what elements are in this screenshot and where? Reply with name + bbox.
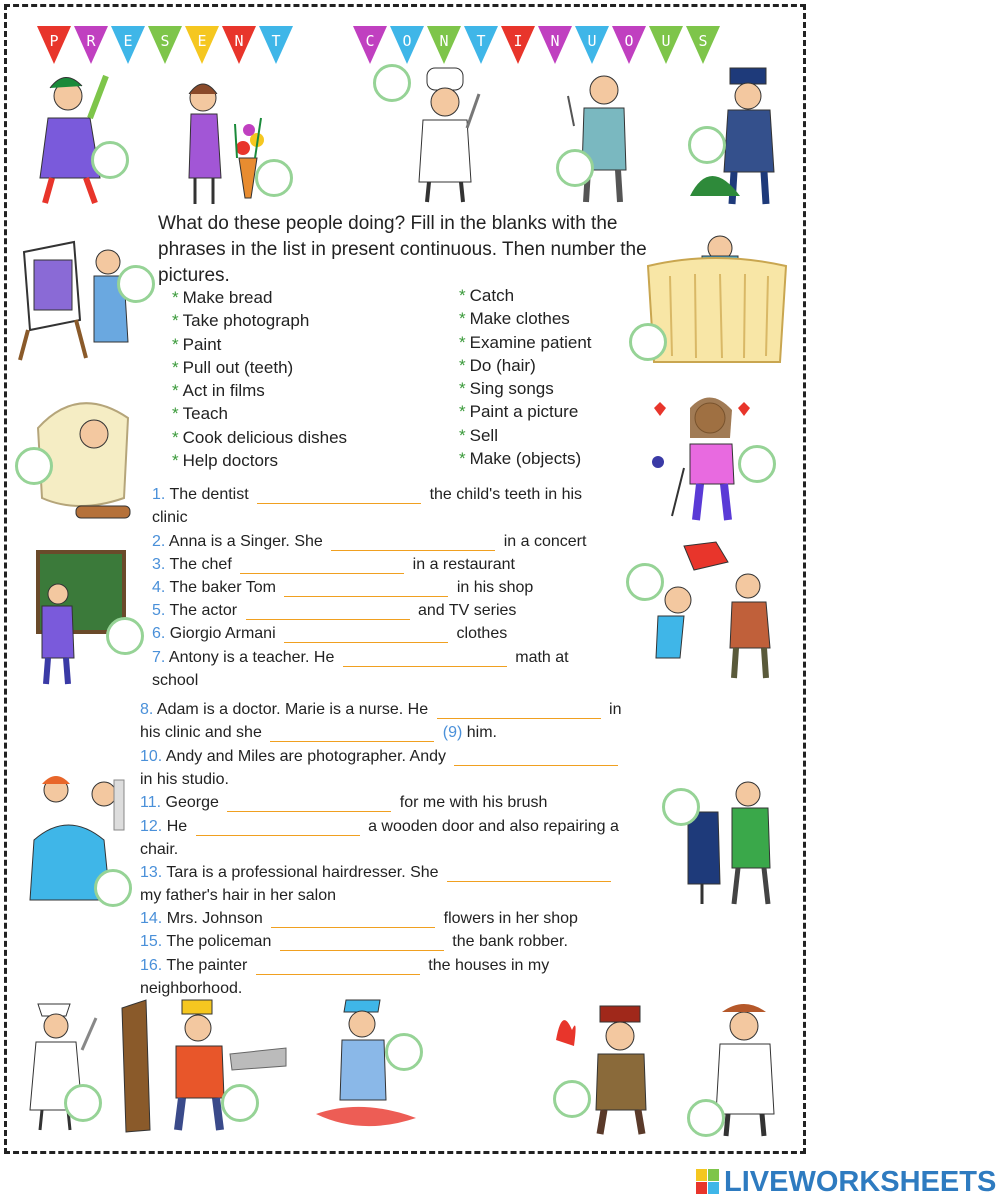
question-text: in (609, 701, 622, 718)
question-2 (152, 530, 586, 553)
question-11 (140, 791, 547, 814)
chef-illustration (405, 64, 490, 204)
question-text: Adam is a doctor. Marie is a nurse. He (156, 701, 429, 718)
title-flag (352, 26, 388, 66)
question-text: He (166, 818, 188, 835)
phrase-text: Examine patient (469, 332, 592, 352)
title-flag (537, 26, 573, 66)
question-14 (140, 907, 578, 930)
question-text: my father's hair in her salon (140, 887, 337, 904)
title-flag (147, 26, 183, 66)
phrase-text: Do (hair) (469, 355, 536, 375)
liveworksheets-logo[interactable] (696, 1164, 996, 1200)
answer-blank-11[interactable] (227, 795, 391, 812)
title-flag (258, 26, 294, 66)
answer-blank-12[interactable] (196, 819, 360, 836)
title-flag (73, 26, 109, 66)
title-bunting-continuous (352, 26, 722, 68)
phrase-text: Sell (469, 425, 498, 445)
phrase-list-right (459, 284, 592, 470)
answer-blank-15[interactable] (280, 934, 444, 951)
phrase-item (459, 400, 592, 423)
question-15 (140, 930, 568, 953)
title-letter: I (513, 32, 523, 50)
title-flag (426, 26, 462, 66)
title-flag (184, 26, 220, 66)
question-number: 8. (140, 701, 154, 718)
question-text: Andy and Miles are photographer. Andy (165, 748, 446, 765)
phrase-text: Paint a picture (469, 402, 579, 422)
bullet-star-icon: * (172, 381, 179, 401)
title-letter: T (271, 32, 281, 50)
phrase-text: Catch (469, 286, 515, 305)
title-letter: N (439, 32, 449, 50)
phrase-item (459, 377, 592, 400)
answer-blank-8[interactable] (437, 702, 601, 719)
bullet-star-icon: * (172, 427, 179, 447)
question-number: 6. (152, 625, 166, 642)
logo-mark-icon (696, 1169, 720, 1195)
answer-blank-13[interactable] (447, 865, 611, 882)
title-letter: O (402, 32, 412, 50)
phrase-list-left (172, 286, 347, 472)
answer-circle-doctor[interactable] (687, 1099, 725, 1137)
phrase-item (459, 354, 592, 377)
painter-artist-illustration (14, 232, 134, 364)
phrase-item (172, 402, 347, 425)
phrase-item (172, 309, 347, 332)
phrase-item (172, 286, 347, 309)
phrase-item (459, 284, 592, 307)
question-text: and TV series (418, 602, 517, 619)
bullet-star-icon: * (459, 332, 466, 352)
answer-blank-9[interactable] (270, 725, 434, 742)
question-8-9 (140, 698, 622, 744)
question-6 (152, 622, 507, 645)
phrase-text: Sing songs (469, 379, 554, 399)
question-text: Antony is a teacher. He (168, 649, 335, 666)
title-flag (110, 26, 146, 66)
actress-illustration (20, 68, 110, 208)
phrase-item (172, 426, 347, 449)
tailor-illustration (684, 772, 784, 912)
question-16 (140, 954, 549, 1000)
answer-circle-chef[interactable] (373, 64, 411, 102)
question-text: The chef (169, 556, 232, 573)
question-text: Anna is a Singer. She (168, 533, 323, 550)
title-letter: T (476, 32, 486, 50)
title-letter: P (49, 32, 59, 50)
title-flag (221, 26, 257, 66)
question-number: 14. (140, 910, 163, 927)
phrase-text: Act in films (182, 381, 265, 401)
phrase-text: Cook delicious dishes (182, 427, 348, 447)
phrase-item (459, 424, 592, 447)
question-12 (140, 815, 619, 861)
title-flag (611, 26, 647, 66)
question-number: 5. (152, 602, 166, 619)
question-number: 2. (152, 533, 166, 550)
question-text: neighborhood. (140, 980, 243, 997)
question-number: 15. (140, 933, 163, 950)
phrase-item (459, 307, 592, 330)
phrase-text: Make bread (182, 288, 273, 307)
question-text: his clinic and she (140, 724, 262, 741)
title-flag (36, 26, 72, 66)
bullet-star-icon: * (172, 311, 179, 331)
title-letter: C (365, 32, 375, 50)
title-letter: E (123, 32, 133, 50)
question-text: The policeman (166, 933, 272, 950)
title-letter: N (234, 32, 244, 50)
answer-circle-actress[interactable] (91, 141, 129, 179)
answer-circle-teacher[interactable] (106, 617, 144, 655)
bullet-star-icon: * (459, 309, 466, 329)
title-flag (500, 26, 536, 66)
answer-blank-4[interactable] (284, 580, 448, 597)
question-text: in a concert (503, 533, 587, 550)
question-13 (140, 861, 615, 907)
answer-blank-10[interactable] (454, 749, 618, 766)
answer-circle-baker[interactable] (15, 447, 53, 485)
question-text: the child's teeth in his (429, 486, 583, 503)
bullet-star-icon: * (172, 451, 179, 471)
question-text: Tara is a professional hairdresser. She (166, 864, 439, 881)
question-number: 4. (152, 579, 166, 596)
question-number: (9) (442, 724, 463, 741)
question-5 (152, 599, 516, 622)
question-number: 16. (140, 957, 163, 974)
answer-blank-5[interactable] (246, 603, 410, 620)
question-text: the houses in my (428, 957, 550, 974)
magician-illustration (548, 1000, 678, 1140)
question-number: 12. (140, 818, 163, 835)
answer-circle-doctor-examining[interactable] (626, 563, 664, 601)
question-number: 13. (140, 864, 163, 881)
answer-circle-house-painter[interactable] (385, 1033, 423, 1071)
title-flag (685, 26, 721, 66)
title-flag (648, 26, 684, 66)
question-text: Mrs. Johnson (166, 910, 263, 927)
answer-blank-7[interactable] (343, 650, 507, 667)
answer-circle-hairdresser[interactable] (94, 869, 132, 907)
question-10 (140, 745, 622, 791)
question-text: a wooden door and also repairing a (368, 818, 619, 835)
phrase-text: Paint (182, 334, 222, 354)
answer-circle-carpenter[interactable] (221, 1084, 259, 1122)
question-text: math at (515, 649, 569, 666)
bullet-star-icon: * (172, 404, 179, 424)
title-flag (389, 26, 425, 66)
teacher-illustration (36, 548, 128, 688)
question-number: 11. (140, 794, 162, 811)
question-text: The baker Tom (169, 579, 276, 596)
bullet-star-icon: * (459, 286, 466, 305)
phrase-text: Pull out (teeth) (182, 357, 294, 377)
question-4 (152, 576, 533, 599)
answer-circle-tailor[interactable] (662, 788, 700, 826)
doctor-examining-illustration (636, 540, 786, 682)
phrase-item (172, 449, 347, 472)
logo-text: LIVEWORKSHEETS (724, 1165, 997, 1198)
bullet-star-icon: * (459, 402, 466, 422)
answer-circle-nurse[interactable] (64, 1084, 102, 1122)
phrase-item (172, 379, 347, 402)
answer-circle-singer[interactable] (738, 445, 776, 483)
phrase-item (172, 356, 347, 379)
question-text: in his studio. (140, 771, 229, 788)
title-flag (463, 26, 499, 66)
phrase-item (459, 447, 592, 470)
question-text: chair. (140, 841, 179, 858)
answer-circle-florist[interactable] (255, 159, 293, 197)
question-text: school (152, 672, 199, 689)
bullet-star-icon: * (172, 288, 179, 307)
instructions-text: What do these people doing? Fill in the blanks with the phrases in the list in present continuous. Then number the pictures. (158, 213, 647, 286)
bullet-star-icon: * (459, 355, 466, 375)
question-text: The dentist (169, 486, 249, 503)
question-number: 3. (152, 556, 166, 573)
question-text: in a restaurant (412, 556, 515, 573)
question-text: George (165, 794, 219, 811)
bullet-star-icon: * (459, 425, 466, 445)
carpenter-illustration (120, 996, 290, 1136)
question-text: The actor (169, 602, 238, 619)
answer-circle-magician[interactable] (553, 1080, 591, 1118)
question-text: Giorgio Armani (169, 625, 276, 642)
question-text: flowers in her shop (443, 910, 578, 927)
answer-circle-policeman[interactable] (688, 126, 726, 164)
title-flag (574, 26, 610, 66)
bullet-star-icon: * (172, 357, 179, 377)
answer-blank-1[interactable] (257, 487, 421, 504)
question-text: for me with his brush (399, 794, 548, 811)
title-letter: O (624, 32, 634, 50)
title-letter: S (698, 32, 708, 50)
question-1 (152, 483, 582, 529)
question-7 (152, 646, 569, 692)
title-letter: R (86, 32, 96, 50)
bullet-star-icon: * (459, 379, 466, 399)
answer-blank-14[interactable] (271, 911, 435, 928)
title-letter: U (587, 32, 597, 50)
title-letter: U (661, 32, 671, 50)
question-text: clothes (456, 625, 508, 642)
phrase-text: Make (objects) (469, 449, 582, 469)
title-letter: E (197, 32, 207, 50)
phrase-text: Take photograph (182, 311, 310, 331)
title-letter: S (160, 32, 170, 50)
answer-blank-6[interactable] (284, 626, 448, 643)
question-number: 1. (152, 486, 166, 503)
answer-blank-3[interactable] (240, 557, 404, 574)
phrase-text: Teach (182, 404, 228, 424)
title-bunting-present (36, 26, 295, 68)
bullet-star-icon: * (459, 449, 466, 469)
question-text: The painter (166, 957, 248, 974)
phrase-text: Help doctors (182, 451, 279, 471)
answer-circle-farmer[interactable] (629, 323, 667, 361)
phrase-item (172, 333, 347, 356)
question-text: him. (466, 724, 497, 741)
question-text: the bank robber. (452, 933, 568, 950)
question-text: in his shop (456, 579, 534, 596)
answer-circle-dentist[interactable] (556, 149, 594, 187)
question-number: 7. (152, 649, 166, 666)
bullet-star-icon: * (172, 334, 179, 354)
question-number: 10. (140, 748, 163, 765)
question-text: clinic (152, 509, 188, 526)
answer-blank-2[interactable] (331, 534, 495, 551)
phrase-item (459, 331, 592, 354)
answer-blank-16[interactable] (256, 958, 420, 975)
phrase-text: Make clothes (469, 309, 570, 329)
question-3 (152, 553, 515, 576)
title-letter: N (550, 32, 560, 50)
answer-circle-artist[interactable] (117, 265, 155, 303)
